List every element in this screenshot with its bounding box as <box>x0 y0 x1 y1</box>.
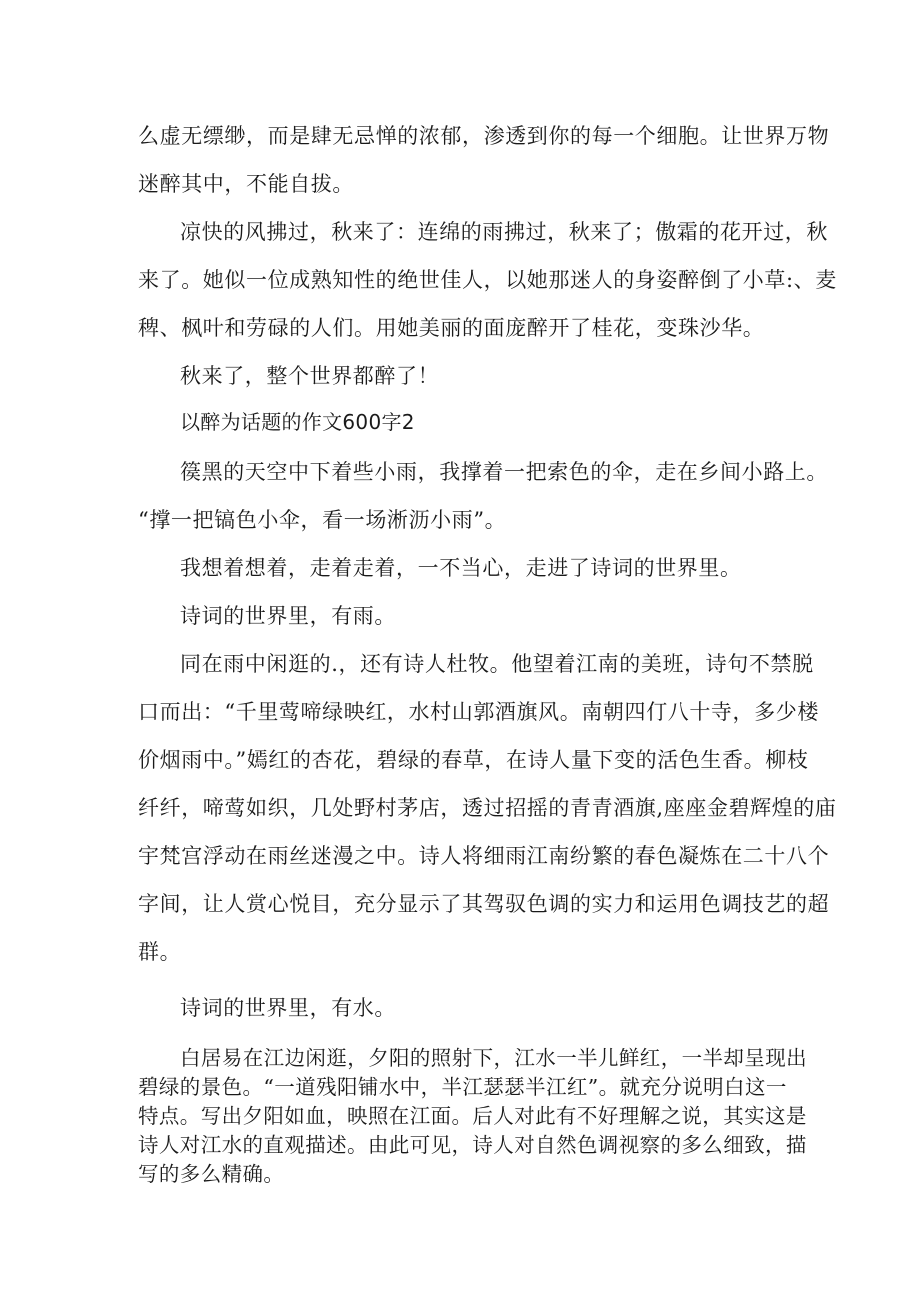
text-line: 特点。写出夕阳如血，映照在江面。后人对此有不好理解之说，其实这是 <box>138 1104 807 1128</box>
text-line: 字间，让人赏心悦目，充分显示了其驾驭色调的实力和运用色调技艺的超 <box>138 892 830 916</box>
text-line: 篌黑的天空中下着些小雨，我撑着一把索色的伞，走在乡间小路上。 <box>180 460 828 484</box>
text-line: 口而出：“千里莺啼绿映红，水村山郭酒旗风。南朝四仃八十寺，多少楼 <box>138 700 819 724</box>
text-line: 白居易在江边闲逛，夕阳的照射下，江水一半儿鲜红，一半却呈现出 <box>180 1046 807 1070</box>
text-line: 碧绿的景色。“一道残阳铺水中，半江瑟瑟半江红”。就充分说明白这一 <box>138 1075 787 1099</box>
text-line: 迷醉其中，不能自拔。 <box>138 172 354 196</box>
text-line: 诗词的世界里，有水。 <box>180 996 396 1020</box>
text-line: 凉快的风拂过，秋来了：连绵的雨拂过，秋来了；傲霜的花开过，秋 <box>180 220 828 244</box>
text-line: 群。 <box>138 940 182 964</box>
text-line: 秋来了，整个世界都醉了！ <box>180 364 440 388</box>
text-line: 写的多么精确。 <box>138 1162 285 1186</box>
text-line: 诗词的世界里，有雨。 <box>180 604 396 628</box>
text-line: 同在雨中闲逛的.，还有诗人杜牧。他望着江南的美班，诗句不禁脱 <box>180 652 814 676</box>
text-line: 宇梵宫浮动在雨丝迷漫之中。诗人将细雨江南纷繁的春色凝炼在二十八个 <box>138 844 830 868</box>
text-line: 稗、枫叶和劳碌的人们。用她美丽的面庞醉开了桂花，变珠沙华。 <box>138 316 765 340</box>
text-line: 来了。她似一位成熟知性的绝世佳人，以她那迷人的身姿醉倒了小草:、麦 <box>138 268 837 292</box>
text-line: 诗人对江水的直观描述。由此可见，诗人对自然色调视察的多么细致，描 <box>138 1133 807 1157</box>
text-line: “撑一把镐色小伞，看一场淅沥小雨”。 <box>138 508 507 532</box>
text-line: 价烟雨中。”嫣红的杏花，碧绿的春草，在诗人量下变的活色生香。柳枝 <box>138 748 809 772</box>
text-line: 纤纤，啼莺如织，几处野村茅店，透过招摇的青青酒旗,座座金碧辉煌的庙 <box>138 796 837 820</box>
section-heading: 以醉为话题的作文600字2 <box>180 410 415 434</box>
text-line: 我想着想着，走着走着，一不当心，走进了诗词的世界里。 <box>180 556 742 580</box>
text-line: 么虚无缥缈，而是肆无忌惮的浓郁，渗透到你的每一个细胞。让世界万物 <box>138 124 830 148</box>
